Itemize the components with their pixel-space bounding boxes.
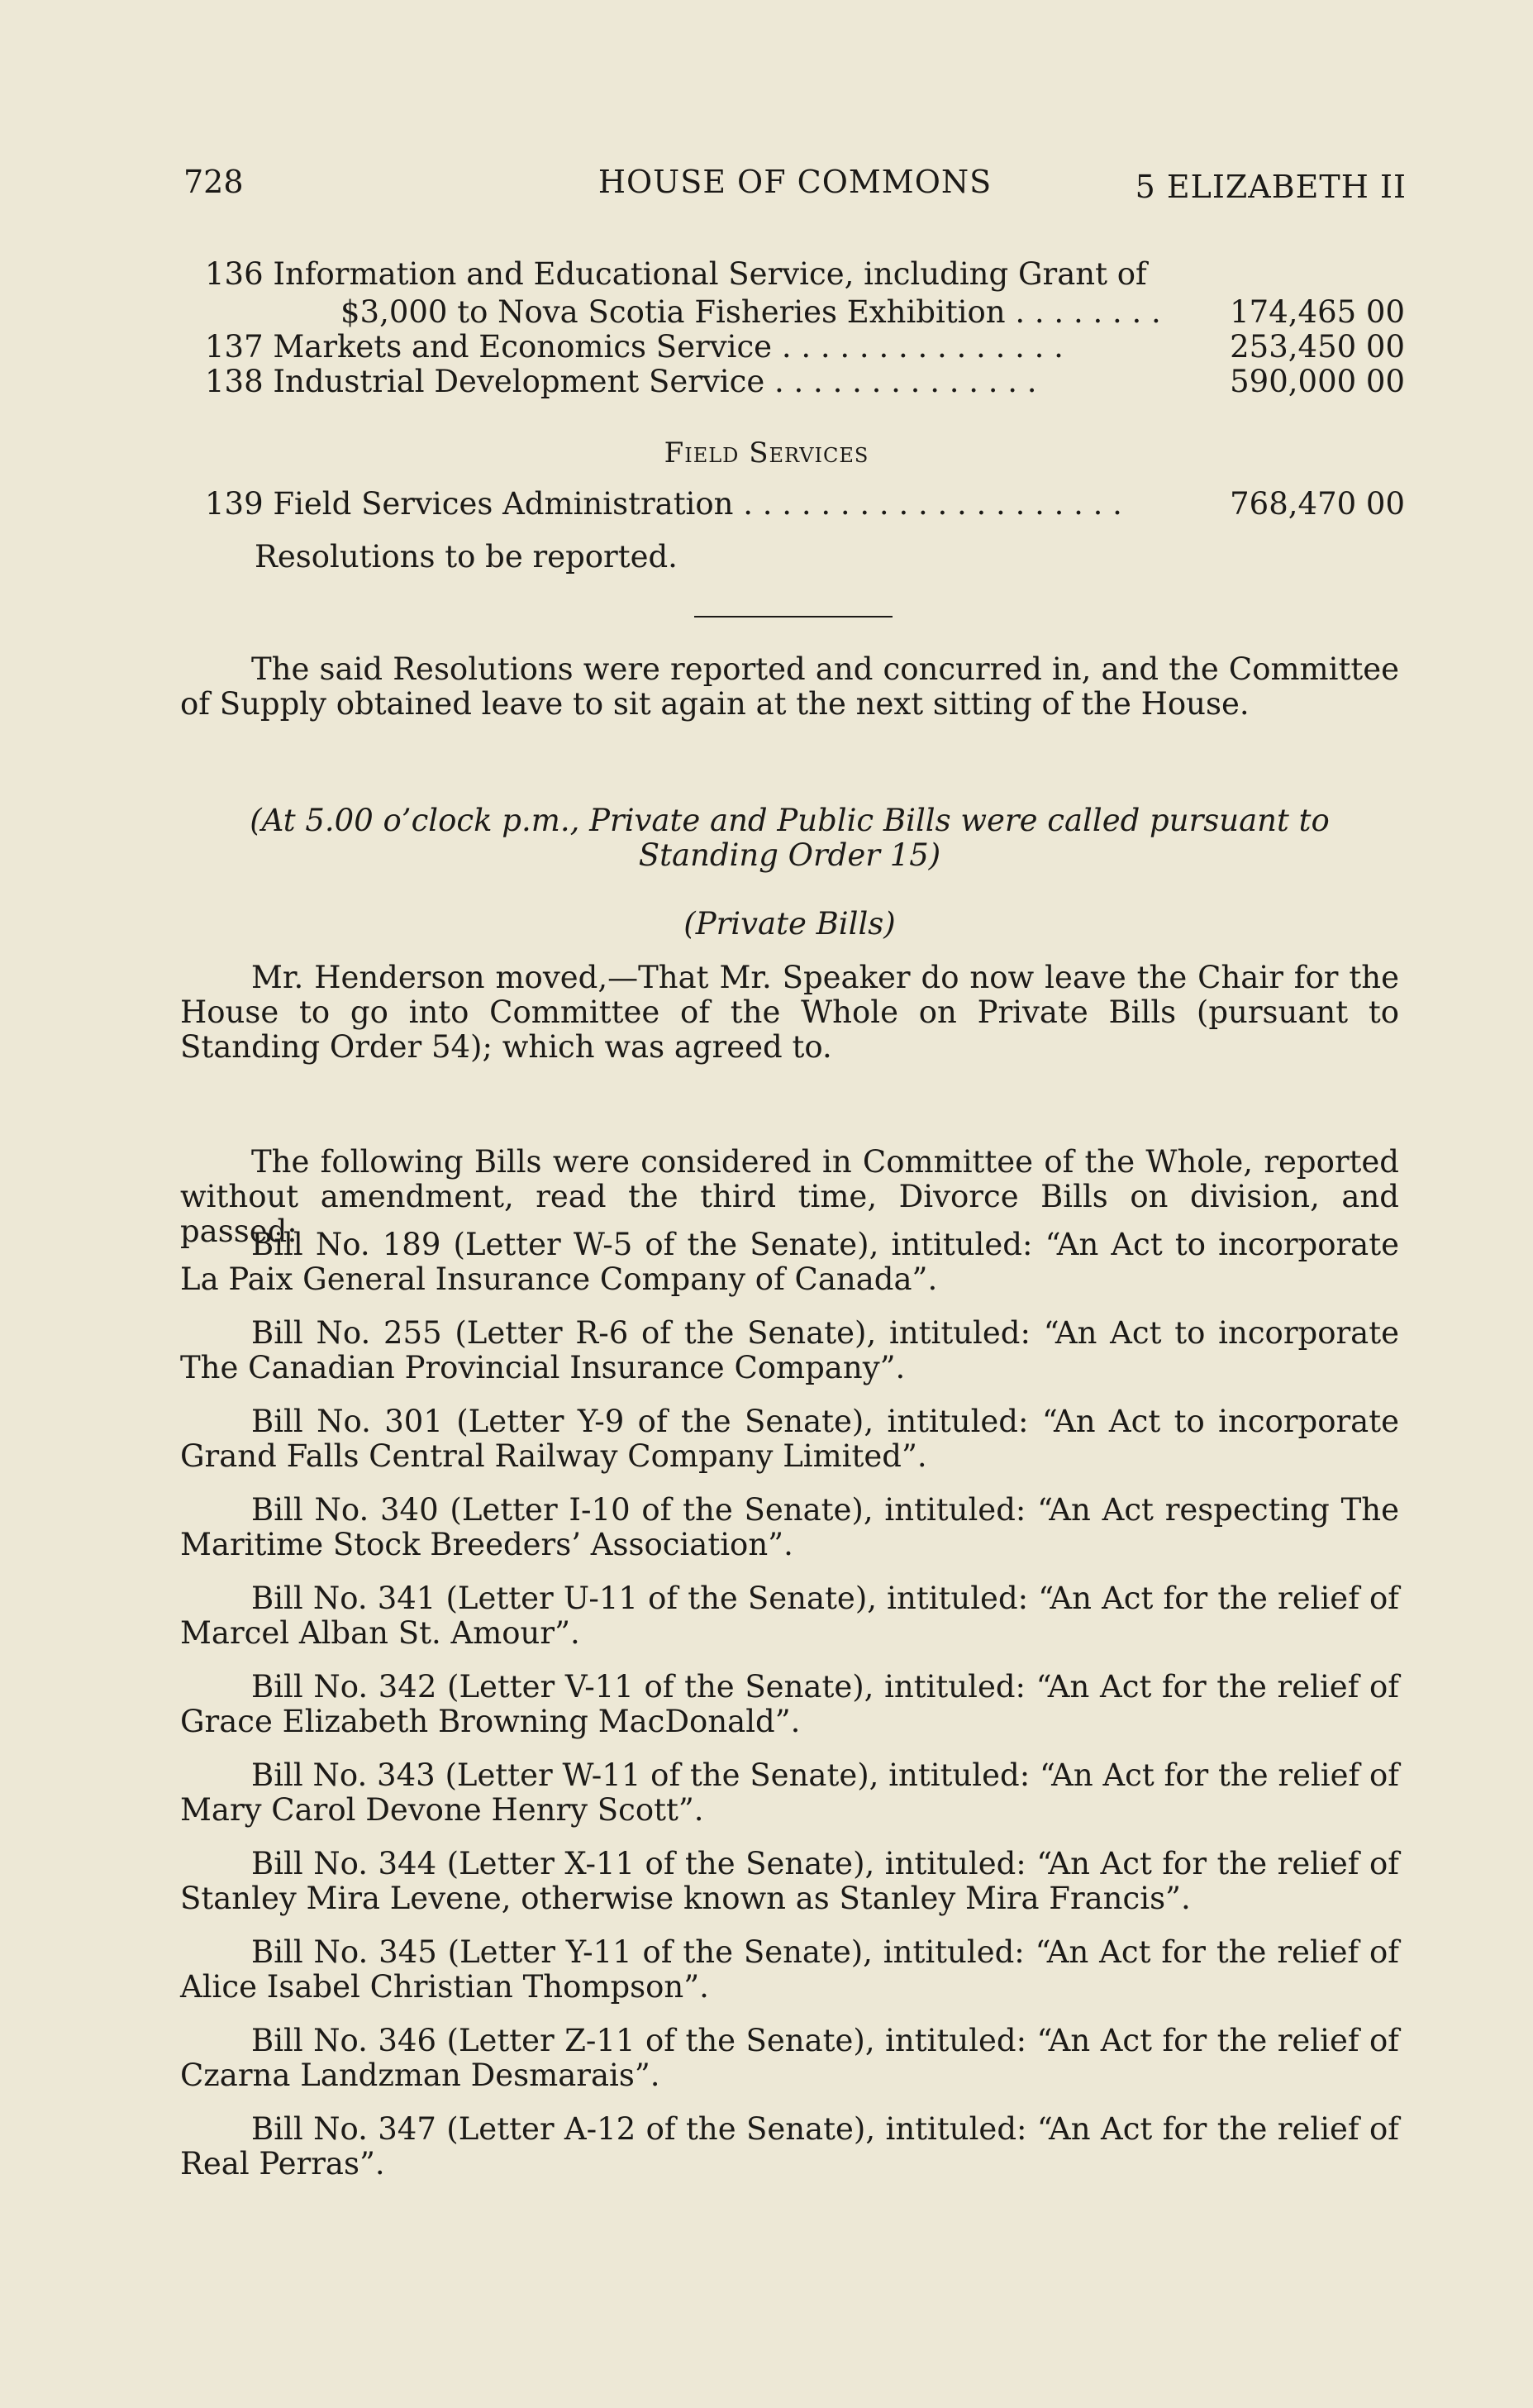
estimate-description: 136 Information and Educational Service, including Grant of	[205, 256, 1147, 292]
bill-entry: Bill No. 344 (Letter X-11 of the Senate), intituled: “An Act for the relief of Stanley Mira Levene, otherwise known as Stanley Mira Francis”.	[180, 1846, 1399, 1916]
estimate-description: 139 Field Services Administration . . . . . . . . . . . . . . . . . . . .	[205, 486, 1122, 522]
bill-list	[180, 1228, 1399, 2201]
resolutions-note: Resolutions to be reported.	[255, 539, 678, 575]
bill-entry: Bill No. 301 (Letter Y-9 of the Senate), intituled: “An Act to incorporate Grand Falls Central Railway Company Limited”.	[180, 1404, 1399, 1474]
henderson-motion: Mr. Henderson moved,—That Mr. Speaker do now leave the Chair for the House to go into Committee of the Whole on Private Bills (pursuant to Standing Order 54); which was agreed to.	[180, 960, 1399, 1065]
bill-entry: Bill No. 343 (Letter W-11 of the Senate), intituled: “An Act for the relief of Mary Carol Devone Henry Scott”.	[180, 1757, 1399, 1828]
concurred-paragraph: The said Resolutions were reported and concurred in, and the Committee of Supply obtained leave to sit again at the next sitting of the House.	[180, 651, 1399, 722]
private-bills-heading: (Private Bills)	[683, 906, 896, 942]
separator-rule	[694, 616, 893, 617]
estimate-amount: 253,450 00	[1230, 329, 1405, 365]
estimate-item-136	[205, 256, 1147, 293]
estimate-amount: 590,000 00	[1230, 364, 1405, 399]
estimate-amount: 768,470 00	[1230, 486, 1405, 522]
bill-entry: Bill No. 345 (Letter Y-11 of the Senate), intituled: “An Act for the relief of Alice Isabel Christian Thompson”.	[180, 1934, 1399, 2005]
bill-entry: Bill No. 342 (Letter V-11 of the Senate), intituled: “An Act for the relief of Grace Elizabeth Browning MacDonald”.	[180, 1669, 1399, 1739]
bill-entry: Bill No. 346 (Letter Z-11 of the Senate), intituled: “An Act for the relief of Czarna Landzman Desmarais”.	[180, 2023, 1399, 2093]
bill-entry: Bill No. 255 (Letter R-6 of the Senate), intituled: “An Act to incorporate The Canadian Provincial Insurance Company”.	[180, 1315, 1399, 1385]
page-header	[183, 164, 1407, 213]
bill-entry: Bill No. 340 (Letter I-10 of the Senate), intituled: “An Act respecting The Maritime Stock Breeders’ Association”.	[180, 1492, 1399, 1562]
estimate-amount: 174,465 00	[1230, 294, 1405, 330]
order-note-line2: Standing Order 15)	[638, 837, 941, 873]
page-number: 728	[183, 164, 244, 200]
bill-entry: Bill No. 189 (Letter W-5 of the Senate), intituled: “An Act to incorporate La Paix General Insurance Company of Canada”.	[180, 1227, 1399, 1297]
estimate-description: 137 Markets and Economics Service . . . . . . . . . . . . . . .	[205, 329, 1064, 365]
regnal-year: 5 ELIZABETH II	[1135, 169, 1407, 205]
bill-entry: Bill No. 347 (Letter A-12 of the Senate), intituled: “An Act for the relief of Real Perras”.	[180, 2111, 1399, 2182]
following-bills-intro: The following Bills were considered in Committee of the Whole, reported without amendment, read the third time, Divorce Bills on division, and passed:	[180, 1144, 1399, 1249]
estimate-description-cont: $3,000 to Nova Scotia Fisheries Exhibition . . . . . . . .	[340, 294, 1161, 330]
bill-entry: Bill No. 341 (Letter U-11 of the Senate), intituled: “An Act for the relief of Marcel Alban St. Amour”.	[180, 1581, 1399, 1651]
order-note-line1: (At 5.00 o’clock p.m., Private and Public Bills were called pursuant to	[250, 803, 1330, 838]
section-heading: Field Services	[664, 436, 869, 470]
estimate-description: 138 Industrial Development Service . . . . . . . . . . . . . .	[205, 364, 1037, 399]
running-title: HOUSE OF COMMONS	[597, 164, 993, 200]
